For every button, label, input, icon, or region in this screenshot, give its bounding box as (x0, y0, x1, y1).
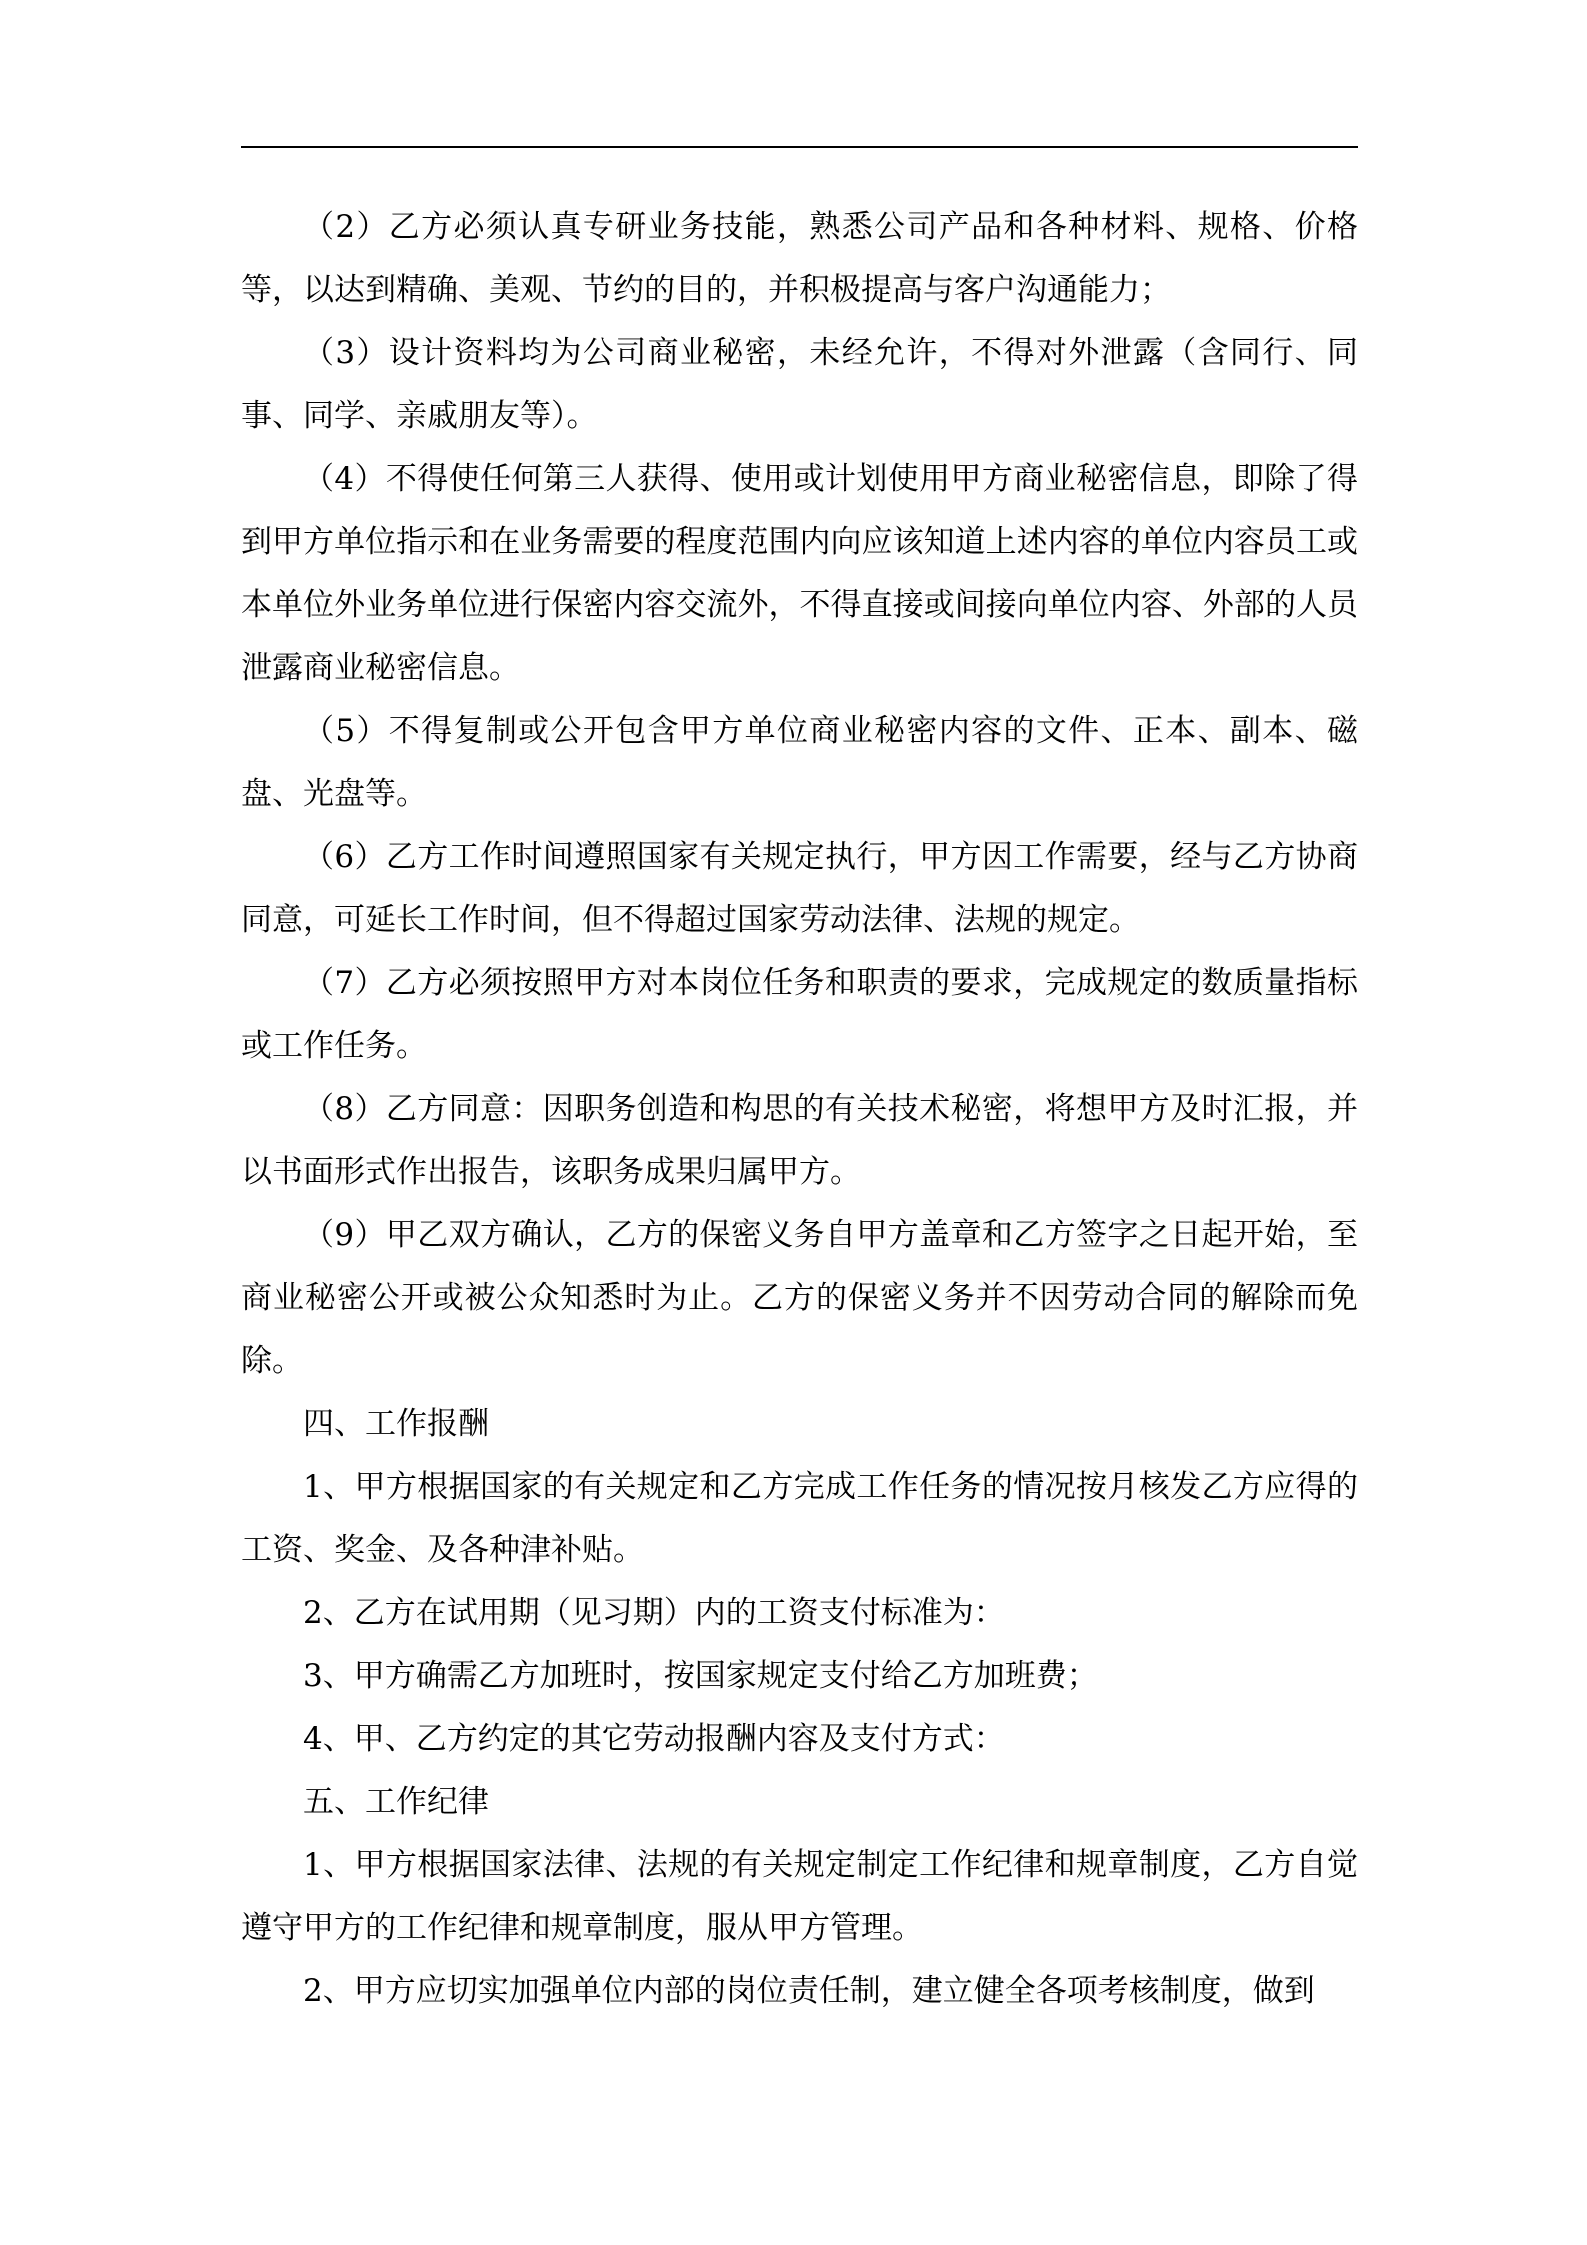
paragraph-item-4: （4）不得使任何第三人获得、使用或计划使用甲方商业秘密信息，即除了得到甲方单位指示和在业务需要的程度范围内向应该知道上述内容的单位内容员工或本单位外业务单位进行保密内容交流外，不得直接或间接向单位内容、外部的人员泄露商业秘密信息。 (241, 461, 1358, 686)
compensation-item-4: 4、甲、乙方约定的其它劳动报酬内容及支付方式： (303, 1721, 1005, 1757)
header-rule (241, 146, 1358, 148)
section-heading-compensation: 四、工作报酬 (303, 1406, 489, 1442)
compensation-item-3: 3、甲方确需乙方加班时，按国家规定支付给乙方加班费； (303, 1658, 1098, 1694)
paragraph-item-7: （7）乙方必须按照甲方对本岗位任务和职责的要求，完成规定的数质量指标或工作任务。 (241, 965, 1358, 1064)
paragraph-item-6: （6）乙方工作时间遵照国家有关规定执行，甲方因工作需要，经与乙方协商同意，可延长工作时间，但不得超过国家劳动法律、法规的规定。 (241, 839, 1358, 938)
paragraph-item-3: （3）设计资料均为公司商业秘密，未经允许，不得对外泄露（含同行、同事、同学、亲戚朋友等）。 (241, 335, 1358, 434)
paragraph-item-9: （9）甲乙双方确认，乙方的保密义务自甲方盖章和乙方签字之日起开始，至商业秘密公开或被公众知悉时为止。乙方的保密义务并不因劳动合同的解除而免除。 (241, 1217, 1358, 1379)
paragraph-item-5: （5）不得复制或公开包含甲方单位商业秘密内容的文件、正本、副本、磁盘、光盘等。 (241, 713, 1358, 812)
discipline-item-1: 1、甲方根据国家法律、法规的有关规定制定工作纪律和规章制度，乙方自觉遵守甲方的工作纪律和规章制度，服从甲方管理。 (241, 1847, 1358, 1946)
compensation-item-1: 1、甲方根据国家的有关规定和乙方完成工作任务的情况按月核发乙方应得的工资、奖金、及各种津补贴。 (241, 1469, 1358, 1568)
section-heading-discipline: 五、工作纪律 (303, 1784, 489, 1820)
compensation-item-2: 2、乙方在试用期（见习期）内的工资支付标准为： (303, 1595, 1005, 1631)
paragraph-item-8: （8）乙方同意：因职务创造和构思的有关技术秘密，将想甲方及时汇报，并以书面形式作出报告，该职务成果归属甲方。 (241, 1091, 1358, 1190)
paragraph-item-2: （2）乙方必须认真专研业务技能，熟悉公司产品和各种材料、规格、价格等，以达到精确、美观、节约的目的，并积极提高与客户沟通能力； (241, 209, 1358, 308)
discipline-item-2: 2、甲方应切实加强单位内部的岗位责任制，建立健全各项考核制度，做到 (303, 1973, 1315, 2009)
document-body (241, 196, 1358, 2023)
